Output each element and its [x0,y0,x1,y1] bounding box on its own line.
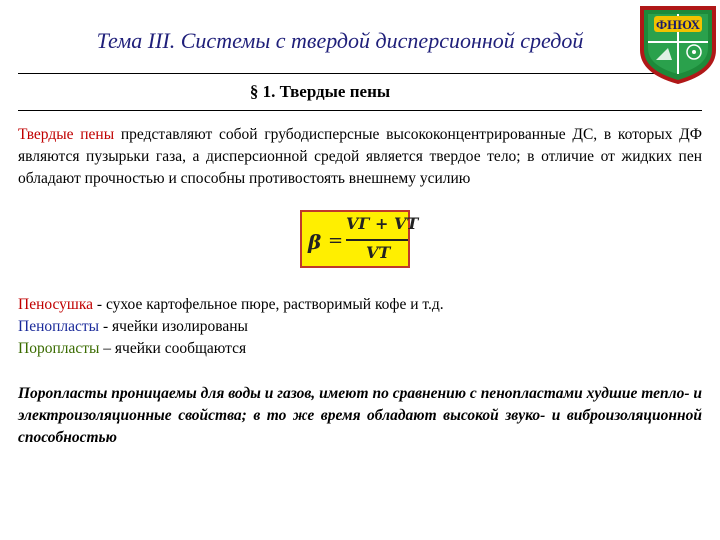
emblem-lettering: ФНЮХ [655,17,701,32]
title-divider [18,73,702,74]
formula-numerator: VГ + VТ [346,214,419,233]
term-penoplasty: Пенопласты [18,318,100,335]
section-subtitle: § 1. Твердые пены [249,82,391,101]
subtitle-divider [18,110,702,111]
list-item: Пенопласты - ячейки изолированы [18,318,248,335]
university-emblem-icon [638,2,718,84]
formula-box [300,210,419,268]
intro-text: представляют собой грубодисперсные высококонцентрированные ДС, в которых ДФ являются пузырьки газа, а дисперсионной средой является твердое тело; в отличие от жидких пен обладают прочностью и способны противостоять внешнему усилию [18,126,702,187]
formula-denominator: VТ [366,243,391,262]
term-poroplasty: Поропласты [18,340,100,357]
list-item: Поропласты – ячейки сообщаются [18,340,247,357]
formula-equals: = [328,230,344,251]
list-item: Пеносушка - сухое картофельное пюре, растворимый кофе и т.д. [18,296,444,313]
term-penosushka: Пеносушка [18,296,94,313]
page-title: Тема III. Системы с твердой дисперсионной средой [96,28,584,53]
examples-list [18,294,444,360]
formula-lhs: β [308,230,322,254]
formula-fraction-bar [346,239,408,241]
conclusion-paragraph: Поропласты проницаемы для воды и газов, имеют по сравнению с пенопластами худшие тепло- и электроизоляционные свойства; в то же время обладают высокой звуко- и виброизоляционной способностью [18,385,702,446]
term-solid-foams: Твердые пены [18,126,115,143]
intro-paragraph [18,124,702,190]
